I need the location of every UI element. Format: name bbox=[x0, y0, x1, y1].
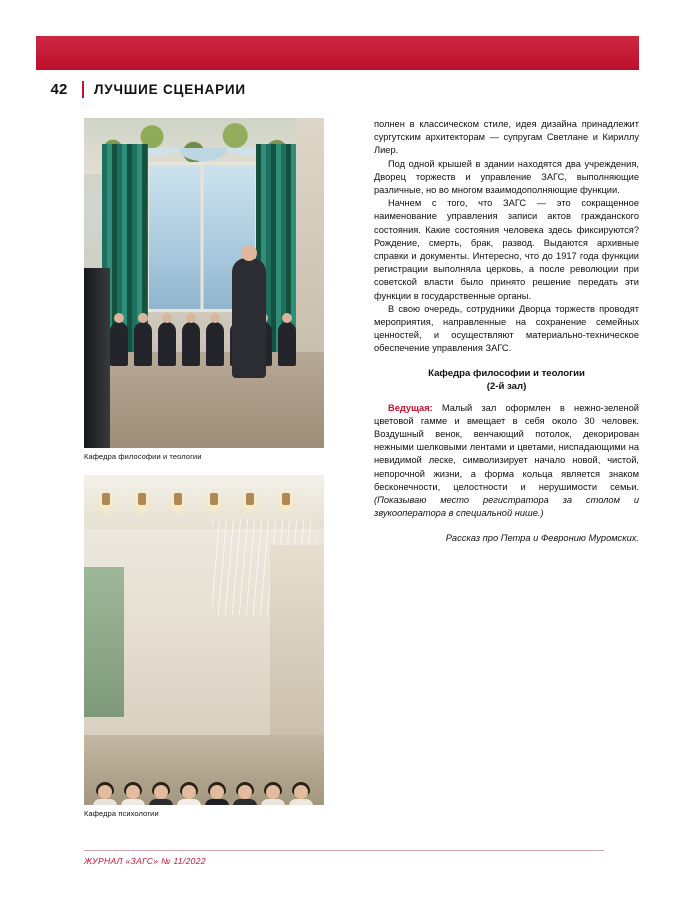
figure-caption: Кафедра психологии bbox=[84, 809, 159, 818]
header-divider bbox=[82, 81, 84, 98]
photo2-person-head bbox=[238, 785, 252, 799]
photo2-person-head bbox=[294, 785, 308, 799]
photo1-floor bbox=[84, 352, 324, 448]
photo-psychology-group bbox=[84, 475, 324, 805]
figure-column bbox=[84, 118, 324, 832]
speech-paragraph bbox=[374, 402, 639, 521]
decorative-top-band bbox=[36, 36, 639, 70]
closing-note: Рассказ про Петра и Февронию Муромских. bbox=[445, 533, 639, 544]
stage-direction: (Показываю место регистратора за столом и звукооператора в специальной нише.) bbox=[374, 495, 639, 519]
text-column bbox=[374, 118, 639, 555]
page-body bbox=[36, 118, 639, 848]
photo-philosophy-theology-hall bbox=[84, 118, 324, 448]
photo2-student-group bbox=[90, 595, 318, 785]
photo2-person-head bbox=[126, 785, 140, 799]
subsection-heading-line2: (2-й зал) bbox=[486, 380, 527, 392]
footer-divider bbox=[84, 850, 604, 851]
section-title: ЛУЧШИЕ СЦЕНАРИИ bbox=[94, 81, 246, 97]
photo2-person-torso bbox=[177, 799, 201, 805]
page-number: 42 bbox=[50, 80, 68, 98]
photo2-ceiling-lights bbox=[84, 493, 324, 507]
photo2-person-head bbox=[266, 785, 280, 799]
photo2-person-torso bbox=[233, 799, 257, 805]
subsection-heading-line1: Кафедра философии и теологии bbox=[428, 367, 585, 379]
photo2-person-torso bbox=[205, 799, 229, 805]
page-header bbox=[36, 72, 639, 106]
photo2-person-head bbox=[98, 785, 112, 799]
photo1-seated-guests bbox=[110, 304, 306, 366]
photo2-person-head bbox=[210, 785, 224, 799]
body-paragraph: Начнем с того, что ЗАГС — это сокращенное наименование управления записи актов гражданского состояния. Какие состояния человека здесь фиксируются? Рождение, смерть, брак, развод. Выдаются архивные справки и документы. Интересно, что до 1917 года функции регистрации выполняла церковь, а после революции при советской власти было принято решение передать эти функции в государственные органы. bbox=[374, 198, 639, 301]
body-paragraph: Под одной крышей в здании находятся два учреждения, Дворец торжеств и управление ЗАГС, выполняющие различные, но во многом взаимодополняющие функции. bbox=[374, 158, 639, 196]
photo1-foreground-figure bbox=[84, 268, 110, 448]
top-band-gradient bbox=[36, 36, 639, 70]
speaker-label: Ведущая: bbox=[388, 402, 433, 413]
photo2-person-torso bbox=[261, 799, 285, 805]
body-paragraph: полнен в классическом стиле, идея дизайна принадлежит сургутским архитекторам — супругам Светлане и Кириллу Лиер. bbox=[374, 119, 639, 156]
figure-caption: Кафедра философии и теологии bbox=[84, 452, 202, 461]
body-paragraph: В свою очередь, сотрудники Дворца торжеств проводят мероприятия, направленные на сохранение семейных ценностей, и осуществляют материально-техническое обеспечение управления ЗАГС. bbox=[374, 303, 639, 354]
photo2-person-torso bbox=[121, 799, 145, 805]
footer-text: ЖУРНАЛ «ЗАГС» № 11/2022 bbox=[84, 856, 206, 866]
speech-text: Малый зал оформлен в нежно-зеленой цветовой гамме и вмещает в себя около 30 человек. Воздушный венок, венчающий потолок, декорирован нежными шелковыми лентами и цветами, ниспадающими на невидимой леске, символизирует начало новой, чистой, непорочной жизни, а форма кольца является знаком бесконечности, целостности и нерушимости семьи. bbox=[374, 402, 639, 492]
page-footer bbox=[84, 850, 604, 866]
photo2-person-torso bbox=[149, 799, 173, 805]
photo1-standing-presenter bbox=[232, 258, 266, 378]
photo2-person-head bbox=[182, 785, 196, 799]
photo2-person-head bbox=[154, 785, 168, 799]
subsection-heading bbox=[374, 367, 639, 393]
photo2-person-torso bbox=[289, 799, 313, 805]
photo2-person-torso bbox=[93, 799, 117, 805]
